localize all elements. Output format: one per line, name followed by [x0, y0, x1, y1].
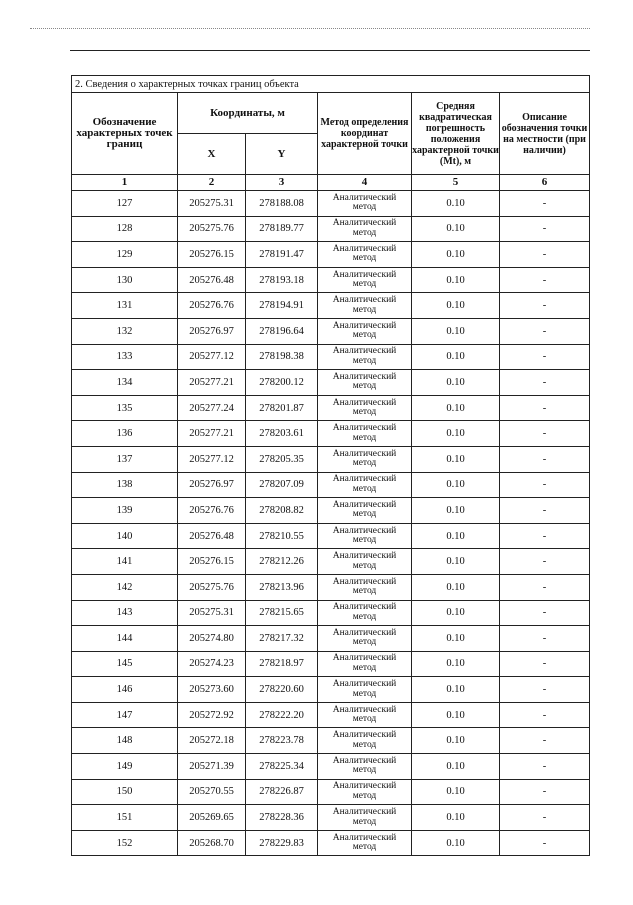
error-cell: 0.10 [412, 242, 500, 268]
point-number-cell: 134 [72, 370, 178, 396]
table-row [72, 626, 590, 652]
x-coordinate-cell: 205276.48 [178, 523, 246, 549]
method-line-2: метод [352, 560, 377, 571]
x-coordinate-cell: 205275.76 [178, 216, 246, 242]
y-coordinate-cell: 278222.20 [246, 702, 318, 728]
method-line-1: Аналитический [332, 192, 397, 203]
method-line-2: метод [352, 611, 377, 622]
error-cell: 0.10 [412, 318, 500, 344]
method-cell [318, 344, 412, 370]
x-coordinate-cell: 205273.60 [178, 677, 246, 703]
method-line-1: Аналитический [332, 346, 397, 357]
method-line-2: метод [352, 714, 377, 725]
boundary-points-table [71, 75, 590, 856]
table-row [72, 472, 590, 498]
y-coordinate-cell: 278220.60 [246, 677, 318, 703]
y-coordinate-cell: 278218.97 [246, 651, 318, 677]
method-cell [318, 728, 412, 754]
error-cell: 0.10 [412, 472, 500, 498]
x-coordinate-cell: 205271.39 [178, 754, 246, 780]
method-line-2: метод [352, 739, 377, 750]
method-cell [318, 626, 412, 652]
point-number-cell: 148 [72, 728, 178, 754]
method-cell [318, 677, 412, 703]
y-coordinate-cell: 278210.55 [246, 523, 318, 549]
y-coordinate-cell: 278229.83 [246, 830, 318, 856]
method-line-1: Аналитический [332, 653, 397, 664]
method-cell [318, 370, 412, 396]
x-coordinate-cell: 205274.23 [178, 651, 246, 677]
point-number-cell: 145 [72, 651, 178, 677]
x-coordinate-cell: 205272.92 [178, 702, 246, 728]
error-cell: 0.10 [412, 421, 500, 447]
y-coordinate-cell: 278189.77 [246, 216, 318, 242]
point-number-cell: 129 [72, 242, 178, 268]
method-line-2: метод [352, 202, 377, 213]
method-line-1: Аналитический [332, 704, 397, 715]
table-row [72, 677, 590, 703]
method-line-1: Аналитический [332, 397, 397, 408]
table-row [72, 267, 590, 293]
error-cell: 0.10 [412, 216, 500, 242]
method-cell [318, 574, 412, 600]
description-cell: - [500, 242, 590, 268]
point-number-cell: 127 [72, 191, 178, 217]
method-line-2: метод [352, 330, 377, 341]
table-row [72, 651, 590, 677]
point-number-cell: 140 [72, 523, 178, 549]
method-line-1: Аналитический [332, 679, 397, 690]
table-row [72, 293, 590, 319]
x-coordinate-cell: 205277.12 [178, 446, 246, 472]
table-row [72, 702, 590, 728]
point-number-cell: 143 [72, 600, 178, 626]
table-row [72, 216, 590, 242]
method-cell [318, 446, 412, 472]
table-row [72, 779, 590, 805]
y-coordinate-cell: 278212.26 [246, 549, 318, 575]
header-coords: Координаты, м [178, 93, 318, 134]
description-cell: - [500, 830, 590, 856]
y-coordinate-cell: 278213.96 [246, 574, 318, 600]
y-coordinate-cell: 278203.61 [246, 421, 318, 447]
x-coordinate-cell: 205277.24 [178, 395, 246, 421]
y-coordinate-cell: 278198.38 [246, 344, 318, 370]
x-coordinate-cell: 205276.48 [178, 267, 246, 293]
y-coordinate-cell: 278205.35 [246, 446, 318, 472]
error-cell: 0.10 [412, 805, 500, 831]
method-line-2: метод [352, 688, 377, 699]
error-cell: 0.10 [412, 830, 500, 856]
method-cell [318, 318, 412, 344]
method-cell [318, 242, 412, 268]
point-number-cell: 146 [72, 677, 178, 703]
method-line-1: Аналитический [332, 320, 397, 331]
error-cell: 0.10 [412, 344, 500, 370]
method-line-1: Аналитический [332, 807, 397, 818]
point-number-cell: 128 [72, 216, 178, 242]
table-row [72, 344, 590, 370]
y-coordinate-cell: 278228.36 [246, 805, 318, 831]
table-row [72, 370, 590, 396]
description-cell: - [500, 523, 590, 549]
method-line-1: Аналитический [332, 295, 397, 306]
description-cell: - [500, 549, 590, 575]
description-cell: - [500, 472, 590, 498]
method-cell [318, 549, 412, 575]
x-coordinate-cell: 205275.76 [178, 574, 246, 600]
x-coordinate-cell: 205270.55 [178, 779, 246, 805]
x-coordinate-cell: 205275.31 [178, 600, 246, 626]
method-line-1: Аналитический [332, 602, 397, 613]
error-cell: 0.10 [412, 779, 500, 805]
description-cell: - [500, 574, 590, 600]
method-cell [318, 395, 412, 421]
x-coordinate-cell: 205277.21 [178, 370, 246, 396]
x-coordinate-cell: 205276.97 [178, 472, 246, 498]
y-coordinate-cell: 278201.87 [246, 395, 318, 421]
error-cell: 0.10 [412, 702, 500, 728]
error-cell: 0.10 [412, 600, 500, 626]
point-number-cell: 149 [72, 754, 178, 780]
column-number: 3 [246, 175, 318, 191]
column-number: 5 [412, 175, 500, 191]
method-line-2: метод [352, 842, 377, 853]
table-row [72, 754, 590, 780]
method-cell [318, 523, 412, 549]
column-number: 2 [178, 175, 246, 191]
x-coordinate-cell: 205269.65 [178, 805, 246, 831]
x-coordinate-cell: 205276.76 [178, 498, 246, 524]
method-line-2: метод [352, 279, 377, 290]
method-cell [318, 293, 412, 319]
description-cell: - [500, 677, 590, 703]
method-cell [318, 600, 412, 626]
point-number-cell: 131 [72, 293, 178, 319]
x-coordinate-cell: 205276.15 [178, 242, 246, 268]
method-line-1: Аналитический [332, 474, 397, 485]
section-title: 2. Сведения о характерных точках границ объекта [72, 76, 590, 93]
description-cell: - [500, 370, 590, 396]
point-number-cell: 142 [72, 574, 178, 600]
method-line-1: Аналитический [332, 371, 397, 382]
point-number-cell: 151 [72, 805, 178, 831]
method-cell [318, 830, 412, 856]
error-cell: 0.10 [412, 446, 500, 472]
point-number-cell: 138 [72, 472, 178, 498]
description-cell: - [500, 600, 590, 626]
error-cell: 0.10 [412, 626, 500, 652]
error-cell: 0.10 [412, 754, 500, 780]
y-coordinate-cell: 278226.87 [246, 779, 318, 805]
method-line-2: метод [352, 509, 377, 520]
header-method: Метод определения координат характерной точки [318, 93, 412, 175]
table-row [72, 523, 590, 549]
description-cell: - [500, 498, 590, 524]
method-line-1: Аналитический [332, 551, 397, 562]
method-line-1: Аналитический [332, 525, 397, 536]
method-line-2: метод [352, 790, 377, 801]
method-line-1: Аналитический [332, 243, 397, 254]
column-number: 6 [500, 175, 590, 191]
method-cell [318, 421, 412, 447]
y-coordinate-cell: 278193.18 [246, 267, 318, 293]
method-line-1: Аналитический [332, 576, 397, 587]
scan-artifact-line [30, 28, 590, 29]
x-coordinate-cell: 205277.12 [178, 344, 246, 370]
top-rule [70, 50, 590, 51]
table-row [72, 600, 590, 626]
method-line-2: метод [352, 355, 377, 366]
y-coordinate-cell: 278194.91 [246, 293, 318, 319]
method-line-2: метод [352, 227, 377, 238]
table-row [72, 242, 590, 268]
method-line-1: Аналитический [332, 218, 397, 229]
x-coordinate-cell: 205277.21 [178, 421, 246, 447]
method-cell [318, 191, 412, 217]
header-x: X [178, 134, 246, 175]
method-cell [318, 216, 412, 242]
point-number-cell: 133 [72, 344, 178, 370]
method-line-2: метод [352, 458, 377, 469]
method-line-2: метод [352, 304, 377, 315]
error-cell: 0.10 [412, 498, 500, 524]
description-cell: - [500, 754, 590, 780]
point-number-cell: 135 [72, 395, 178, 421]
point-number-cell: 132 [72, 318, 178, 344]
y-coordinate-cell: 278225.34 [246, 754, 318, 780]
table-row [72, 549, 590, 575]
y-coordinate-cell: 278208.82 [246, 498, 318, 524]
method-line-2: метод [352, 816, 377, 827]
y-coordinate-cell: 278215.65 [246, 600, 318, 626]
description-cell: - [500, 191, 590, 217]
header-error: Средняя квадратическая погрешность положения характерной точки (Mt), м [412, 93, 500, 175]
description-cell: - [500, 779, 590, 805]
description-cell: - [500, 805, 590, 831]
method-cell [318, 702, 412, 728]
x-coordinate-cell: 205276.97 [178, 318, 246, 344]
y-coordinate-cell: 278207.09 [246, 472, 318, 498]
y-coordinate-cell: 278196.64 [246, 318, 318, 344]
error-cell: 0.10 [412, 267, 500, 293]
method-cell [318, 267, 412, 293]
method-line-2: метод [352, 637, 377, 648]
header-y: Y [246, 134, 318, 175]
table-row [72, 421, 590, 447]
column-number: 4 [318, 175, 412, 191]
error-cell: 0.10 [412, 523, 500, 549]
method-line-1: Аналитический [332, 448, 397, 459]
method-line-2: метод [352, 765, 377, 776]
description-cell: - [500, 626, 590, 652]
description-cell: - [500, 344, 590, 370]
description-cell: - [500, 446, 590, 472]
description-cell: - [500, 702, 590, 728]
method-line-1: Аналитический [332, 832, 397, 843]
description-cell: - [500, 728, 590, 754]
error-cell: 0.10 [412, 677, 500, 703]
description-cell: - [500, 318, 590, 344]
method-line-1: Аналитический [332, 269, 397, 280]
y-coordinate-cell: 278191.47 [246, 242, 318, 268]
table-row [72, 805, 590, 831]
method-line-1: Аналитический [332, 730, 397, 741]
point-number-cell: 152 [72, 830, 178, 856]
method-line-2: метод [352, 432, 377, 443]
point-number-cell: 150 [72, 779, 178, 805]
method-cell [318, 472, 412, 498]
x-coordinate-cell: 205276.76 [178, 293, 246, 319]
description-cell: - [500, 293, 590, 319]
y-coordinate-cell: 278223.78 [246, 728, 318, 754]
method-line-2: метод [352, 381, 377, 392]
method-line-1: Аналитический [332, 781, 397, 792]
method-cell [318, 779, 412, 805]
error-cell: 0.10 [412, 574, 500, 600]
method-line-2: метод [352, 253, 377, 264]
header-description: Описание обозначения точки на местности (при наличии) [500, 93, 590, 175]
header-point: Обозначение характерных точек границ [72, 93, 178, 175]
table-row [72, 498, 590, 524]
table-row [72, 830, 590, 856]
column-number-row [72, 175, 590, 191]
error-cell: 0.10 [412, 370, 500, 396]
error-cell: 0.10 [412, 395, 500, 421]
point-number-cell: 147 [72, 702, 178, 728]
x-coordinate-cell: 205272.18 [178, 728, 246, 754]
method-line-1: Аналитический [332, 499, 397, 510]
method-line-1: Аналитический [332, 755, 397, 766]
error-cell: 0.10 [412, 191, 500, 217]
method-line-1: Аналитический [332, 423, 397, 434]
table-row [72, 574, 590, 600]
point-number-cell: 139 [72, 498, 178, 524]
table-row [72, 318, 590, 344]
x-coordinate-cell: 205276.15 [178, 549, 246, 575]
x-coordinate-cell: 205268.70 [178, 830, 246, 856]
method-cell [318, 754, 412, 780]
table-row [72, 395, 590, 421]
description-cell: - [500, 395, 590, 421]
point-number-cell: 136 [72, 421, 178, 447]
method-cell [318, 651, 412, 677]
error-cell: 0.10 [412, 549, 500, 575]
description-cell: - [500, 267, 590, 293]
point-number-cell: 144 [72, 626, 178, 652]
method-cell [318, 805, 412, 831]
y-coordinate-cell: 278188.08 [246, 191, 318, 217]
method-line-2: метод [352, 662, 377, 673]
table-row [72, 728, 590, 754]
method-line-1: Аналитический [332, 627, 397, 638]
column-number: 1 [72, 175, 178, 191]
y-coordinate-cell: 278200.12 [246, 370, 318, 396]
error-cell: 0.10 [412, 293, 500, 319]
table-row [72, 446, 590, 472]
y-coordinate-cell: 278217.32 [246, 626, 318, 652]
description-cell: - [500, 651, 590, 677]
description-cell: - [500, 216, 590, 242]
point-number-cell: 130 [72, 267, 178, 293]
method-line-2: метод [352, 407, 377, 418]
method-line-2: метод [352, 483, 377, 494]
description-cell: - [500, 421, 590, 447]
point-number-cell: 141 [72, 549, 178, 575]
method-line-2: метод [352, 586, 377, 597]
x-coordinate-cell: 205274.80 [178, 626, 246, 652]
point-number-cell: 137 [72, 446, 178, 472]
error-cell: 0.10 [412, 651, 500, 677]
table-row [72, 191, 590, 217]
x-coordinate-cell: 205275.31 [178, 191, 246, 217]
method-line-2: метод [352, 535, 377, 546]
error-cell: 0.10 [412, 728, 500, 754]
method-cell [318, 498, 412, 524]
